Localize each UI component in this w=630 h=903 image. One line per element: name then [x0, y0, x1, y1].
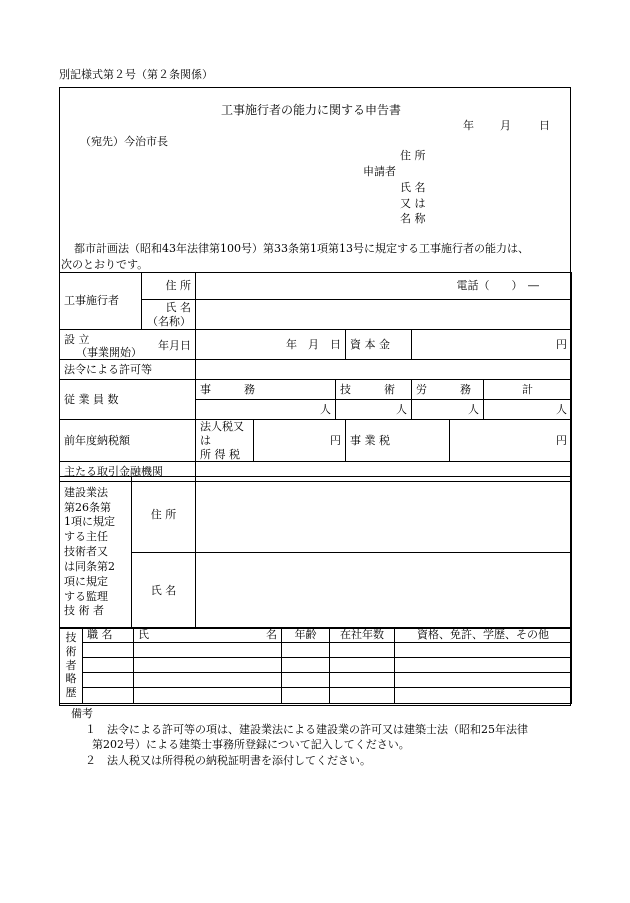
- career-age-field[interactable]: [282, 643, 330, 658]
- career-name-field[interactable]: [134, 688, 282, 704]
- form-number: 別記様式第２号（第２条関係）: [59, 68, 213, 81]
- career-tenure-field[interactable]: [330, 643, 395, 658]
- addressee: （宛先）今治市長: [80, 135, 168, 148]
- career-name-field[interactable]: [134, 658, 282, 673]
- permits-label: 法令による許可等: [60, 360, 196, 380]
- emp-tech-field[interactable]: 人: [336, 400, 412, 420]
- date-day: 日: [539, 119, 550, 132]
- career-row: [60, 658, 572, 673]
- engineer-address-label: 住 所: [132, 477, 196, 553]
- career-name-field[interactable]: [134, 673, 282, 688]
- engineer-name-label: 氏 名: [132, 553, 196, 629]
- capital-label: 資 本 金: [346, 330, 412, 360]
- career-tenure-field[interactable]: [330, 688, 395, 704]
- note-1-line-2: 第202号）による建築士事務所登録について記入してください。: [92, 738, 410, 751]
- emp-office-field[interactable]: 人: [196, 400, 336, 420]
- applicant-name-label-2: 又 は: [400, 197, 426, 210]
- emp-labor-field[interactable]: 人: [412, 400, 484, 420]
- form-title: 工事施行者の能力に関する申告書: [221, 103, 402, 117]
- applicant-label: 申請者: [363, 165, 396, 178]
- applicant-address-label: 住 所: [400, 149, 426, 162]
- career-age-field[interactable]: [282, 673, 330, 688]
- established-date-field[interactable]: 年 月 日: [196, 330, 346, 360]
- note-1-line-1: １ 法令による許可等の項は、建設業法による建設業の許可又は建築士法（昭和25年法律: [85, 723, 528, 736]
- engineer-address-field[interactable]: [196, 477, 572, 553]
- career-position-field[interactable]: [83, 643, 134, 658]
- emp-header-office: 事 務: [196, 380, 336, 400]
- capability-table: [59, 272, 572, 482]
- date-year: 年: [463, 119, 474, 132]
- emp-header-labor: 労 務: [412, 380, 484, 400]
- career-position-field[interactable]: [83, 658, 134, 673]
- contractor-label: 工事施行者: [60, 273, 142, 330]
- business-tax-field[interactable]: 円: [450, 420, 572, 462]
- emp-header-total: 計: [484, 380, 572, 400]
- career-qualifications-field[interactable]: [395, 643, 572, 658]
- tax-label: 前年度納税額: [60, 420, 196, 462]
- declaration-line-1: 都市計画法（昭和43年法律第100号）第33条第1項第13号に規定する工事施行者の能力は、: [74, 242, 529, 255]
- career-age-field[interactable]: [282, 688, 330, 704]
- career-row: [60, 643, 572, 658]
- career-header-name: 氏 名: [134, 628, 282, 643]
- career-header-age: 年齢: [282, 628, 330, 643]
- career-tenure-field[interactable]: [330, 673, 395, 688]
- engineer-label: 建設業法 第26条第 1項に規定 する主任 技術者又 は同条第2 項に規定 する監理 技 術 者: [60, 477, 132, 629]
- declaration-line-2: 次のとおりです。: [61, 258, 149, 271]
- career-row: [60, 688, 572, 704]
- contractor-address-label: 住 所: [142, 273, 196, 300]
- emp-total-field[interactable]: 人: [484, 400, 572, 420]
- phone-label: 電話（ ） ―: [456, 279, 539, 293]
- applicant-name-label-3: 名 称: [400, 212, 426, 225]
- career-row: [60, 673, 572, 688]
- career-table: [59, 627, 572, 704]
- emp-header-tech: 技 術: [336, 380, 412, 400]
- corp-tax-field[interactable]: 円: [254, 420, 346, 462]
- corp-tax-label: 法人税又は 所 得 税: [196, 420, 254, 462]
- contractor-name-label: 氏 名 （名称）: [142, 300, 196, 330]
- career-label: 技 術 者 略 歴: [60, 628, 83, 704]
- career-position-field[interactable]: [83, 673, 134, 688]
- career-header-position: 職 名: [83, 628, 134, 643]
- date-month: 月: [500, 119, 511, 132]
- note-2: ２ 法人税又は所得税の納税証明書を添付してください。: [85, 754, 371, 767]
- career-qualifications-field[interactable]: [395, 688, 572, 704]
- bank-label: 主たる取引金融機関: [60, 462, 196, 482]
- permits-field[interactable]: [196, 360, 572, 380]
- career-age-field[interactable]: [282, 658, 330, 673]
- employees-label: 従 業 員 数: [60, 380, 196, 420]
- notes-heading: 備考: [71, 707, 93, 720]
- engineer-name-field[interactable]: [196, 553, 572, 629]
- engineer-table: [59, 476, 572, 629]
- phone-field[interactable]: [196, 273, 572, 300]
- capital-field[interactable]: 円: [412, 330, 572, 360]
- business-tax-label: 事 業 税: [346, 420, 450, 462]
- career-name-field[interactable]: [134, 643, 282, 658]
- established-label: 設 立 （事業開始） 年月日: [60, 330, 196, 360]
- contractor-name-field[interactable]: [196, 300, 572, 330]
- career-tenure-field[interactable]: [330, 658, 395, 673]
- career-qualifications-field[interactable]: [395, 673, 572, 688]
- career-qualifications-field[interactable]: [395, 658, 572, 673]
- career-position-field[interactable]: [83, 688, 134, 704]
- career-header-qualifications: 資格、免許、学歴、その他: [395, 628, 572, 643]
- applicant-name-label-1: 氏 名: [400, 181, 426, 194]
- career-header-tenure: 在社年数: [330, 628, 395, 643]
